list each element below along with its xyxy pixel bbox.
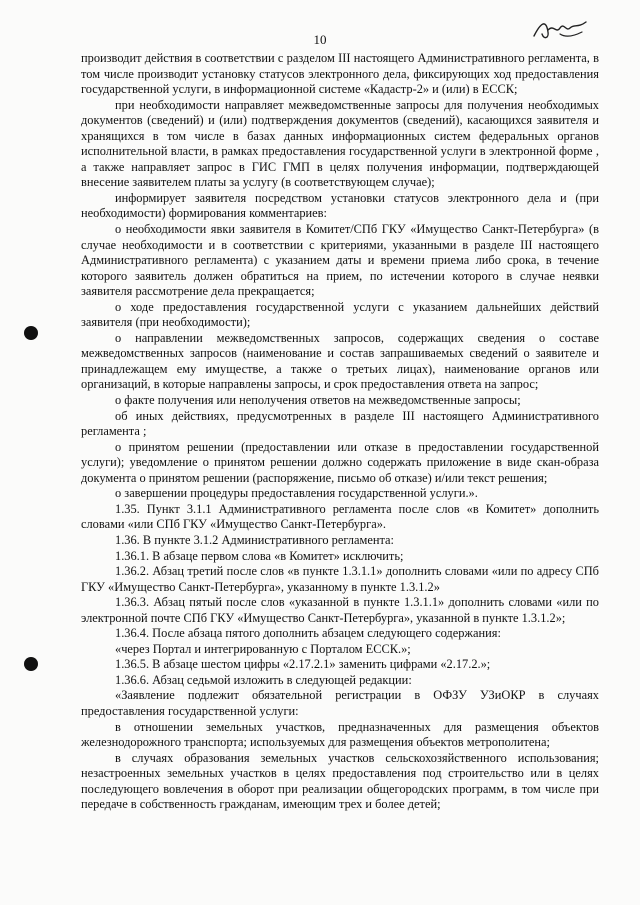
document-body — [81, 51, 599, 813]
paragraph: о факте получения или неполучения ответов на межведомственные запросы; — [115, 393, 521, 408]
paragraph: производит действия в соответствии с разделом III настоящего Административного регламента, в том числе производит установку статусов электронного дела, фиксирующих ход предоставления государственной услуги, в информационной системе «Кадастр-2» и (или) в ЕССК; — [81, 51, 599, 97]
paragraph: о завершении процедуры предоставления государственной услуги.». — [115, 486, 478, 501]
page-number: 10 — [313, 32, 327, 47]
paragraph: 1.36. В пункте 3.1.2 Административного регламента: — [115, 532, 394, 547]
paragraph: 1.36.3. Абзац пятый после слов «указанной в пункте 1.3.1.1» дополнить словами «или по электронной почте СПб ГКУ «Имущество Санкт-Петербурга», указанной в пункте 1.3.1.2»; — [81, 595, 599, 625]
punch-hole — [24, 657, 38, 671]
paragraph: в отношении земельных участков, предназначенных для размещения объектов железнодорожного транспорта; используемых для размещения объектов метрополитена; — [81, 719, 599, 750]
paragraph: «через Портал и интегрированную с Порталом ЕССК.»; — [115, 641, 411, 656]
paragraph: в случаях образования земельных участков сельскохозяйственного использования; незастроенных земельных участков в целях предоставления под строительство или в целях последующего вовлечения в оборот при реализации общегородских программ, в том числе при передаче в собственность гражданам, имеющим трех и более детей; — [81, 750, 599, 812]
paragraph: при необходимости направляет межведомственные запросы для получения необходимых документов (сведений) и (или) подтверждения документов (сведений), касающихся заявителя и хранящихся в том числе в базах данных информационных систем федеральных органов исполнительной власти, в рамках предоставления государственной услуги в электронной форме , а также направляет запрос в ГИС ГМП в целях получения информации, подтверждающей внесение заявителем платы за услугу (в соответствующем случае); — [81, 97, 599, 190]
paragraph: 1.36.1. В абзаце первом слова «в Комитет» исключить; — [115, 548, 404, 563]
paragraph: о направлении межведомственных запросов, содержащих сведения о составе межведомственных запросов (наименование и состав запрашиваемых сведений о заявителе и принадлежащем ему имуществе, а также о третьих лицах), наименование органов или организаций, в которые направлены запросы, и срок предоставления ответа на запрос; — [81, 330, 599, 392]
paragraph: информирует заявителя посредством установки статусов электронного дела и (при необходимости) формирования комментариев: — [81, 190, 599, 221]
punch-hole — [24, 326, 38, 340]
paragraph: 1.36.5. В абзаце шестом цифры «2.17.2.1» заменить цифрами «2.17.2.»; — [115, 657, 491, 672]
paragraph: о необходимости явки заявителя в Комитет/СПб ГКУ «Имущество Санкт-Петербурга» (в случае необходимости и в соответствии с критериями, указанными в разделе III настоящего Административного регламента) с указанием даты и времени приема либо срока, в течение которого заявитель должен обратиться на прием, по истечении которого в случае неявки заявителя рассмотрение дела прекращается; — [81, 222, 599, 299]
paragraph: 1.36.2. Абзац третий после слов «в пункте 1.3.1.1» дополнить словами «или по адресу СПб ГКУ «Имущество Санкт-Петербурга», указанному в пункте 1.3.1.2» — [81, 564, 599, 594]
paragraph: о ходе предоставления государственной услуги с указанием дальнейших действий заявителя (при необходимости); — [81, 299, 599, 330]
handwritten-signature — [530, 14, 590, 44]
paragraph: 1.35. Пункт 3.1.1 Административного регламента после слов «в Комитет» дополнить словами «или СПб ГКУ «Имущество Санкт-Петербурга». — [81, 501, 599, 532]
paragraph: о принятом решении (предоставлении или отказе в предоставлении государственной услуги); уведомление о принятом решении должно содержать приложение в виде скан-образа документа о принятом решении (распоряжение, письмо об отказе) и/или текст решения; — [81, 439, 599, 485]
paragraph: об иных действиях, предусмотренных в разделе III настоящего Административного регламента ; — [81, 408, 599, 439]
paragraph: 1.36.6. Абзац седьмой изложить в следующей редакции: — [115, 672, 412, 687]
paragraph: «Заявление подлежит обязательной регистрации в ОФЗУ УЗиОКР в случаях предоставления государственной услуги: — [81, 688, 599, 718]
paragraph: 1.36.4. После абзаца пятого дополнить абзацем следующего содержания: — [115, 626, 501, 641]
